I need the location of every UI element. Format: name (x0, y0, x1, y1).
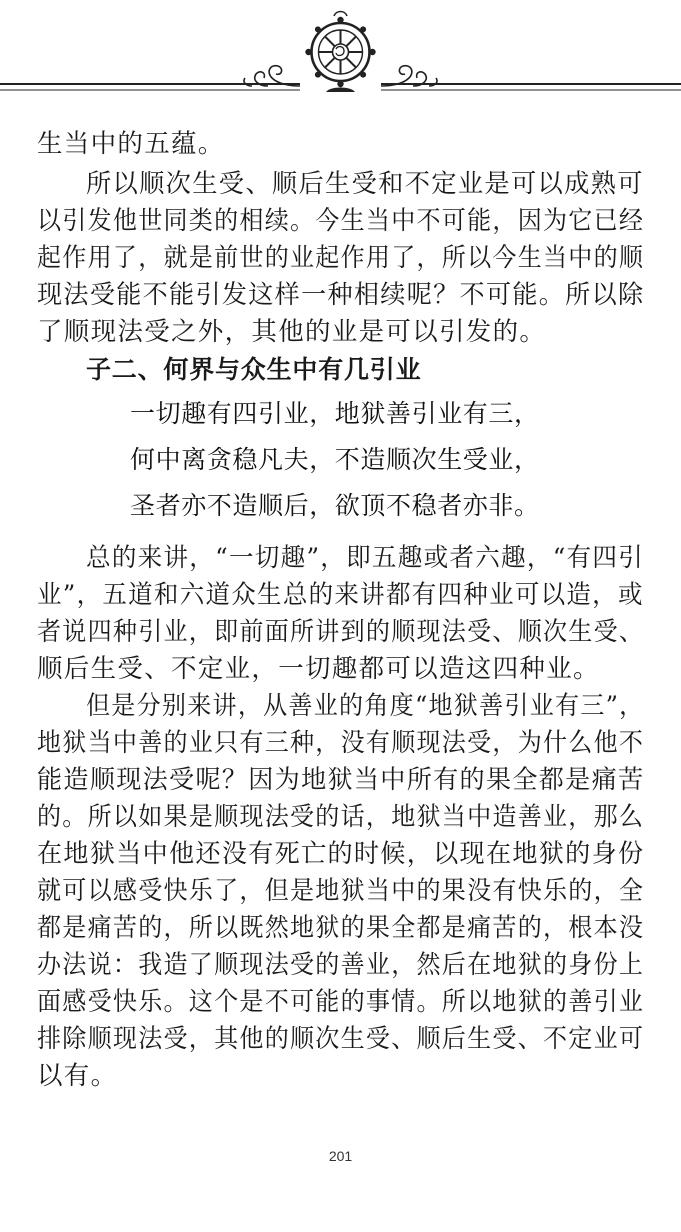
text-line: 以有。 (37, 1061, 118, 1091)
verse-line: 何中离贪稳凡夫，不造顺次生受业， (130, 445, 540, 474)
text-line: 生当中的五蕴。 (37, 129, 225, 159)
text-line: 以引发他世同类的相续。今生当中不可能，因为它已经 (37, 206, 645, 236)
text-line: 都是痛苦的，所以既然地狱的果全都是痛苦的，根本没 (37, 913, 645, 943)
text-line: 者说四种引业，即前面所讲到的顺现法受、顺次生受、 (37, 617, 645, 647)
text-line: 排除顺现法受，其他的顺次生受、顺后生受、不定业可 (37, 1024, 645, 1054)
text-line: 所以顺次生受、顺后生受和不定业是可以成熟可 (86, 169, 644, 199)
cloud-left-icon (244, 66, 300, 86)
text-line: 地狱当中善的业只有三种，没有顺现法受，为什么他不 (37, 728, 645, 758)
dharma-wheel-icon (305, 12, 375, 93)
verse-line: 圣者亦不造顺后，欲顶不稳者亦非。 (130, 491, 540, 520)
text-line: 就可以感受快乐了，但是地狱当中的果没有快乐的，全 (37, 876, 645, 906)
text-line: 但是分别来讲，从善业的角度“地狱善引业有三”， (86, 691, 645, 721)
text-line: 总的来讲，“一切趣”，即五趣或者六趣，“有四引 (86, 543, 645, 573)
header-ornament (0, 0, 681, 112)
text-line: 能造顺现法受呢？因为地狱当中所有的果全都是痛苦 (37, 765, 645, 795)
text-line: 面感受快乐。这个是不可能的事情。所以地狱的善引业 (37, 987, 645, 1017)
text-line: 顺后生受、不定业，一切趣都可以造这四种业。 (37, 654, 600, 684)
text-line: 了顺现法受之外，其他的业是可以引发的。 (37, 317, 547, 347)
cloud-right-icon (381, 66, 437, 86)
section-heading: 子二、何界与众生中有几引业 (86, 355, 422, 384)
text-line: 办法说：我造了顺现法受的善业，然后在地狱的身份上 (37, 950, 645, 980)
text-line: 业”，五道和六道众生总的来讲都有四种业可以造，或 (37, 580, 644, 610)
text-line: 现法受能不能引发这样一种相续呢？不可能。所以除 (37, 280, 645, 310)
text-line: 的。所以如果是顺现法受的话，地狱当中造善业，那么 (37, 802, 645, 832)
text-line: 起作用了，就是前世的业起作用了，所以今生当中的顺 (37, 243, 645, 273)
text-line: 在地狱当中他还没有死亡的时候，以现在地狱的身份 (37, 839, 645, 869)
page-number: 201 (328, 1148, 353, 1164)
verse-line: 一切趣有四引业，地狱善引业有三， (130, 399, 540, 428)
